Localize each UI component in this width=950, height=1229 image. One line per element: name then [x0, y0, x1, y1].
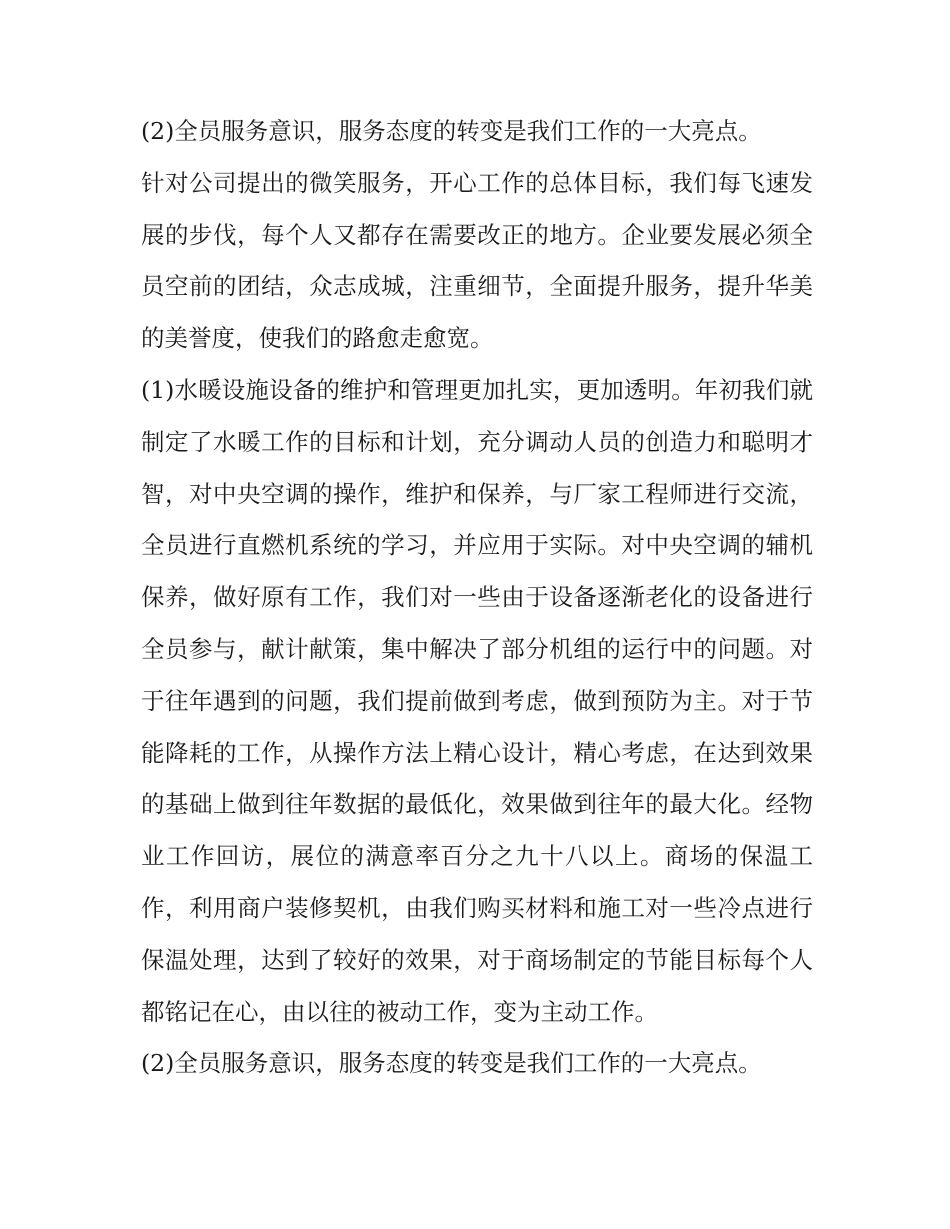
document-body: [141, 106, 813, 1090]
paragraph-service-heading: (2)全员服务意识，服务态度的转变是我们工作的一大亮点。: [141, 117, 762, 145]
paragraph-hvac-maintenance: (1)水暖设施设备的维护和管理更加扎实，更加透明。年初我们就制定了水暖工作的目标和计划，充分调动人员的创造力和聪明才智，对中央空调的操作，维护和保养，与厂家工程师进行交流，全员进行直燃机系统的学习，并应用于实际。对中央空调的辅机保养，做好原有工作，我们对一些由于设备逐渐老化的设备进行全员参与，献计献策，集中解决了部分机组的运行中的问题。对于往年遇到的问题，我们提前做到考虑，做到预防为主。对于节能降耗的工作，从操作方法上精心设计，精心考虑，在达到效果的基础上做到往年数据的最低化，效果做到往年的最大化。经物业工作回访，展位的满意率百分之九十八以上。商场的保温工作，利用商户装修契机，由我们购买材料和施工对一些冷点进行保温处理，达到了较好的效果，对于商场制定的节能目标每个人都铭记在心，由以往的被动工作，变为主动工作。: [141, 375, 813, 1026]
paragraph-service-body: 针对公司提出的微笑服务，开心工作的总体目标，我们每飞速发展的步伐，每个人又都存在需要改正的地方。企业要发展必须全员空前的团结，众志成城，注重细节，全面提升服务，提升华美的美誉度，使我们的路愈走愈宽。: [141, 168, 813, 353]
paragraph-service-heading-repeat: (2)全员服务意识，服务态度的转变是我们工作的一大亮点。: [141, 1049, 762, 1078]
